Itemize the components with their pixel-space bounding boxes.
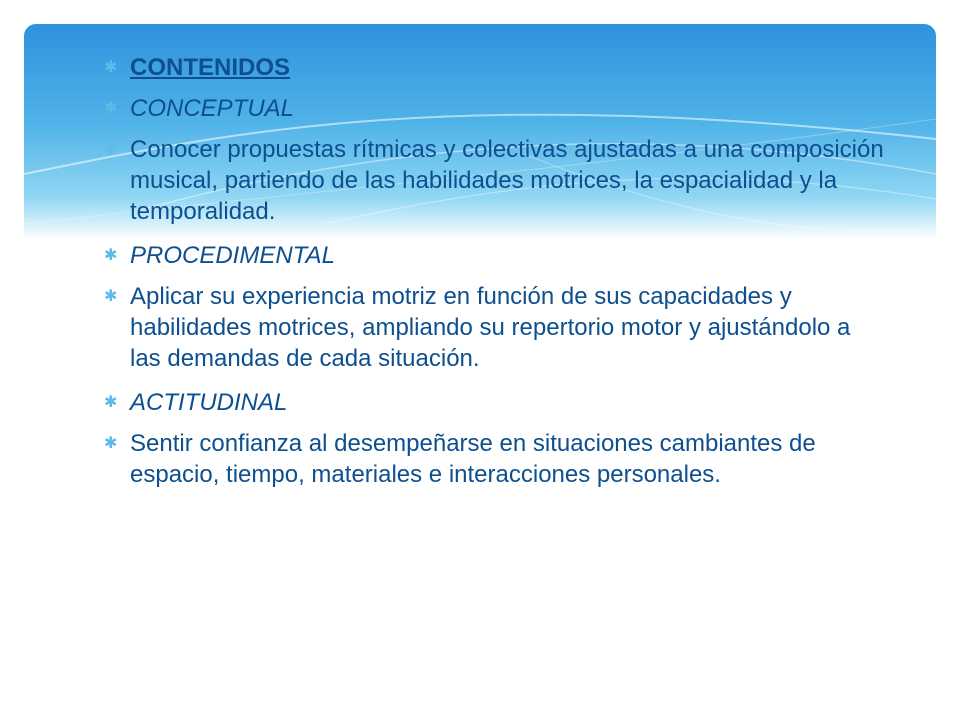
asterisk-icon: ✱ bbox=[104, 59, 118, 76]
heading-text: CONTENIDOS bbox=[130, 54, 291, 81]
asterisk-icon: ✱ bbox=[104, 435, 118, 452]
category-text: ACTITUDINAL bbox=[130, 389, 288, 416]
list-item-category bbox=[104, 240, 884, 271]
asterisk-icon: ✱ bbox=[104, 141, 118, 158]
category-text: PROCEDIMENTAL bbox=[130, 242, 335, 269]
list-item-body bbox=[104, 428, 884, 490]
list-item-body bbox=[104, 281, 884, 374]
list-item-category bbox=[104, 387, 884, 418]
body-text: Aplicar su experiencia motriz en función de sus capacidades y habilidades motrices, ampliando su repertorio motor y ajustándolo a las demandas de cada situación. bbox=[130, 283, 851, 372]
body-text: Sentir confianza al desempeñarse en situaciones cambiantes de espacio, tiempo, materiales e interacciones personales. bbox=[130, 430, 816, 488]
body-text: Conocer propuestas rítmicas y colectivas ajustadas a una composición musical, partiendo de las habilidades motrices, la espacialidad y la temporalidad. bbox=[130, 136, 884, 225]
list-item-category bbox=[104, 93, 884, 124]
content-list bbox=[104, 52, 884, 503]
asterisk-icon: ✱ bbox=[104, 100, 118, 117]
list-item-heading bbox=[104, 52, 884, 83]
asterisk-icon: ✱ bbox=[104, 247, 118, 264]
category-text: CONCEPTUAL bbox=[130, 95, 295, 122]
list-item-body bbox=[104, 134, 884, 227]
asterisk-icon: ✱ bbox=[104, 394, 118, 411]
asterisk-icon: ✱ bbox=[104, 288, 118, 305]
